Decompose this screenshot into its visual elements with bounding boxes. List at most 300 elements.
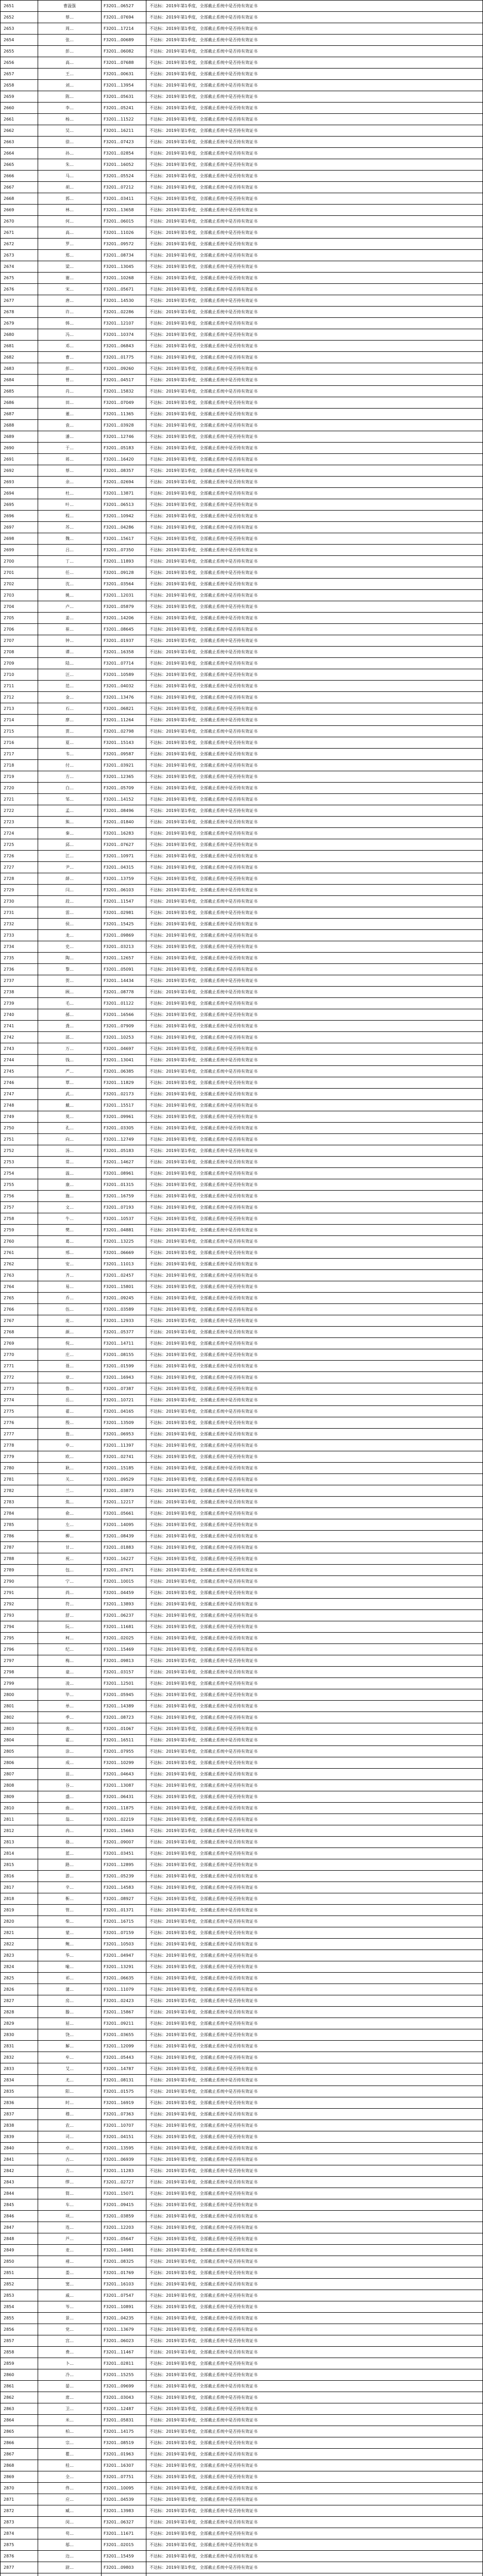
person-name: 曾… xyxy=(38,375,102,386)
certificate-id: F3201…02741 xyxy=(102,1451,146,1463)
person-name: 喻… xyxy=(38,1961,102,1973)
row-number: 2697 xyxy=(1,522,38,533)
person-name: 柳… xyxy=(38,1531,102,1542)
person-name: 严… xyxy=(38,1066,102,1077)
row-number: 2858 xyxy=(1,2347,38,2358)
person-name: 薛… xyxy=(38,873,102,885)
remark-text: 不达标：2019年第1季度，全部截止系统中是否持有效证书 xyxy=(146,1950,483,1961)
table-row xyxy=(1,2063,483,2075)
certificate-id: F3201…04032 xyxy=(102,681,146,692)
certificate-id: F3201…07955 xyxy=(102,1746,146,1757)
person-name: 俞… xyxy=(38,1508,102,1519)
row-number: 2742 xyxy=(1,1032,38,1043)
person-name: 蒙… xyxy=(38,1927,102,1939)
remark-text: 不达标：2019年第1季度，全部截止系统中是否持有效证书 xyxy=(146,2120,483,2131)
table-row xyxy=(1,1474,483,1485)
person-name: 沈… xyxy=(38,579,102,590)
table-row xyxy=(1,1429,483,1440)
person-name: 高… xyxy=(38,227,102,239)
certificate-id: F3201…02173 xyxy=(102,1089,146,1100)
person-name: 艾… xyxy=(38,2063,102,2075)
table-row xyxy=(1,2381,483,2392)
remark-text: 不达标：2019年第1季度，全部截止系统中是否持有效证书 xyxy=(146,397,483,409)
person-name: 谷… xyxy=(38,1780,102,1791)
table-row xyxy=(1,579,483,590)
remark-text: 不达标：2019年第1季度，全部截止系统中是否持有效证书 xyxy=(146,658,483,669)
remark-text: 不达标：2019年第1季度，全部截止系统中是否持有效证书 xyxy=(146,239,483,250)
table-row xyxy=(1,658,483,669)
certificate-id: F3201…09572 xyxy=(102,239,146,250)
certificate-id: F3201…07212 xyxy=(102,182,146,193)
remark-text: 不达标：2019年第1季度，全部截止系统中是否持有效证书 xyxy=(146,409,483,420)
row-number: 2738 xyxy=(1,987,38,998)
row-number: 2754 xyxy=(1,1168,38,1179)
row-number: 2840 xyxy=(1,2143,38,2154)
table-row xyxy=(1,2471,483,2483)
person-name: 易… xyxy=(38,1281,102,1293)
certificate-id: F3201…08325 xyxy=(102,2256,146,2267)
person-name: 郑… xyxy=(38,250,102,261)
remark-text: 不达标：2019年第1季度，全部截止系统中是否持有效证书 xyxy=(146,953,483,964)
remark-text: 不达标：2019年第1季度，全部截止系统中是否持有效证书 xyxy=(146,273,483,284)
certificate-id: F3201…03157 xyxy=(102,1667,146,1678)
row-number: 2832 xyxy=(1,2052,38,2063)
table-row xyxy=(1,137,483,148)
table-row xyxy=(1,1757,483,1769)
person-name: 康… xyxy=(38,1179,102,1191)
remark-text: 不达标：2019年第1季度，全部截止系统中是否持有效证书 xyxy=(146,1247,483,1259)
row-number: 2695 xyxy=(1,499,38,511)
row-number: 2772 xyxy=(1,1372,38,1383)
table-row xyxy=(1,2211,483,2222)
remark-text: 不达标：2019年第1季度，全部截止系统中是否持有效证书 xyxy=(146,1757,483,1769)
row-number: 2664 xyxy=(1,148,38,159)
certificate-id: F3201…06821 xyxy=(102,703,146,715)
certificate-id: F3201…01122 xyxy=(102,998,146,1009)
table-row xyxy=(1,1599,483,1610)
certificate-id: F3201…14206 xyxy=(102,613,146,624)
certificate-id: F3201…05831 xyxy=(102,2415,146,2426)
row-number: 2743 xyxy=(1,1043,38,1055)
person-name: 窦… xyxy=(38,2279,102,2290)
person-name: 吉… xyxy=(38,2165,102,2177)
table-row xyxy=(1,1100,483,1111)
row-number: 2768 xyxy=(1,1327,38,1338)
table-row xyxy=(1,1984,483,1995)
remark-text: 不达标：2019年第1季度，全部截止系统中是否持有效证书 xyxy=(146,1565,483,1576)
remark-text: 不达标：2019年第1季度，全部截止系统中是否持有效证书 xyxy=(146,1293,483,1304)
certificate-id: F3201…03859 xyxy=(102,2211,146,2222)
remark-text: 不达标：2019年第1季度，全部截止系统中是否持有效证书 xyxy=(146,1576,483,1587)
certificate-id: F3201…11013 xyxy=(102,1259,146,1270)
table-row xyxy=(1,1451,483,1463)
person-name: 雷… xyxy=(38,907,102,919)
table-row xyxy=(1,2449,483,2460)
person-name: 马… xyxy=(38,171,102,182)
remark-text: 不达标：2019年第1季度，全部截止系统中是否持有效证书 xyxy=(146,1995,483,2007)
person-name: 李… xyxy=(38,103,102,114)
row-number: 2813 xyxy=(1,1837,38,1848)
remark-text: 不达标：2019年第1季度，全部截止系统中是否持有效证书 xyxy=(146,1859,483,1871)
person-name: 岳… xyxy=(38,1395,102,1406)
row-number: 2829 xyxy=(1,2018,38,2029)
certificate-id: F3201…04459 xyxy=(102,1587,146,1599)
certificate-id: F3201…03873 xyxy=(102,1485,146,1497)
row-number: 2831 xyxy=(1,2041,38,2052)
person-name: 龚… xyxy=(38,1021,102,1032)
person-name: 彭… xyxy=(38,46,102,57)
person-name: 戴… xyxy=(38,1100,102,1111)
remark-text: 不达标：2019年第1季度，全部截止系统中是否持有效证书 xyxy=(146,182,483,193)
certificate-id: F3201…12031 xyxy=(102,590,146,601)
certificate-id: F3201…04165 xyxy=(102,1406,146,1417)
certificate-id: F3201…04643 xyxy=(102,1769,146,1780)
certificate-id: F3201…04315 xyxy=(102,862,146,873)
row-number: 2764 xyxy=(1,1281,38,1293)
row-number: 2719 xyxy=(1,771,38,783)
remark-text: 不达标：2019年第1季度，全部截止系统中是否持有效证书 xyxy=(146,669,483,681)
table-row xyxy=(1,103,483,114)
table-row xyxy=(1,23,483,35)
person-name: 詹… xyxy=(38,1429,102,1440)
certificate-id: F3201…07423 xyxy=(102,137,146,148)
table-row xyxy=(1,1746,483,1757)
person-name: 杨… xyxy=(38,114,102,125)
person-name: 华… xyxy=(38,1950,102,1961)
remark-text: 不达标：2019年第1季度，全部截止系统中是否持有效证书 xyxy=(146,2143,483,2154)
table-row xyxy=(1,1882,483,1893)
person-name: 邹… xyxy=(38,794,102,805)
row-number: 2691 xyxy=(1,454,38,465)
table-row xyxy=(1,2437,483,2449)
certificate-id: F3201…06103 xyxy=(102,885,146,896)
remark-text: 不达标：2019年第1季度，全部截止系统中是否持有效证书 xyxy=(146,35,483,46)
remark-text: 不达标：2019年第1季度，全部截止系统中是否持有效证书 xyxy=(146,1825,483,1837)
person-name: 阳… xyxy=(38,2086,102,2097)
remark-text: 不达标：2019年第1季度，全部截止系统中是否持有效证书 xyxy=(146,556,483,567)
certificate-id: F3201…16566 xyxy=(102,1009,146,1021)
certificate-id: F3201…06385 xyxy=(102,1066,146,1077)
remark-text: 不达标：2019年第1季度，全部截止系统中是否持有效证书 xyxy=(146,1599,483,1610)
certificate-id: F3201…06953 xyxy=(102,1429,146,1440)
certificate-id: F3201…03928 xyxy=(102,420,146,431)
table-row xyxy=(1,2177,483,2188)
row-number: 2779 xyxy=(1,1451,38,1463)
row-number: 2746 xyxy=(1,1077,38,1089)
remark-text: 不达标：2019年第1季度，全部截止系统中是否持有效证书 xyxy=(146,1406,483,1417)
remark-text: 不达标：2019年第1季度，全部截止系统中是否持有效证书 xyxy=(146,601,483,613)
row-number: 2865 xyxy=(1,2426,38,2437)
table-row xyxy=(1,1497,483,1508)
table-row xyxy=(1,1791,483,1803)
person-name: 邢… xyxy=(38,1247,102,1259)
certificate-id: F3201…12217 xyxy=(102,1497,146,1508)
certificate-id: F3201…13679 xyxy=(102,2324,146,2335)
table-row xyxy=(1,205,483,216)
row-number: 2657 xyxy=(1,69,38,80)
person-name: 戚… xyxy=(38,2290,102,2301)
table-row xyxy=(1,1973,483,1984)
certificate-id: F3201…14152 xyxy=(102,794,146,805)
row-number: 2796 xyxy=(1,1644,38,1655)
row-number: 2820 xyxy=(1,1916,38,1927)
remark-text: 不达标：2019年第1季度，全部截止系统中是否持有效证书 xyxy=(146,1610,483,1621)
remark-text: 不达标：2019年第1季度，全部截止系统中是否持有效证书 xyxy=(146,1043,483,1055)
remark-text: 不达标：2019年第1季度，全部截止系统中是否持有效证书 xyxy=(146,783,483,794)
person-name: 蓝… xyxy=(38,1848,102,1859)
row-number: 2659 xyxy=(1,91,38,103)
certificate-id: F3201…08645 xyxy=(102,624,146,635)
certificate-id: F3201…05945 xyxy=(102,1689,146,1701)
certificate-id: F3201…13509 xyxy=(102,1417,146,1429)
row-number: 2721 xyxy=(1,794,38,805)
person-name: 倪… xyxy=(38,1338,102,1349)
person-name: 汤… xyxy=(38,1145,102,1157)
certificate-id: F3201…12501 xyxy=(102,1678,146,1689)
row-number: 2736 xyxy=(1,964,38,975)
row-number: 2821 xyxy=(1,1927,38,1939)
remark-text: 不达标：2019年第1季度，全部截止系统中是否持有效证书 xyxy=(146,817,483,828)
row-number: 2751 xyxy=(1,1134,38,1145)
table-row xyxy=(1,1814,483,1825)
certificate-id: F3201…05239 xyxy=(102,1871,146,1882)
certificate-id: F3201…09699 xyxy=(102,2381,146,2392)
table-row xyxy=(1,613,483,624)
person-name: 温… xyxy=(38,1168,102,1179)
row-number: 2850 xyxy=(1,2256,38,2267)
certificate-id: F3201…15801 xyxy=(102,1281,146,1293)
row-number: 2678 xyxy=(1,307,38,318)
row-number: 2862 xyxy=(1,2392,38,2403)
remark-text: 不达标：2019年第1季度，全部截止系统中是否持有效证书 xyxy=(146,2097,483,2109)
certificate-id: F3201…10891 xyxy=(102,2301,146,2313)
row-number: 2861 xyxy=(1,2381,38,2392)
certificate-id: F3201…07350 xyxy=(102,545,146,556)
certificate-id: F3201…02811 xyxy=(102,2358,146,2369)
remark-text: 不达标：2019年第1季度，全部截止系统中是否持有效证书 xyxy=(146,1179,483,1191)
person-name: 佟… xyxy=(38,2483,102,2494)
person-name: 祝… xyxy=(38,1553,102,1565)
row-number: 2694 xyxy=(1,488,38,499)
person-name: 尹… xyxy=(38,862,102,873)
certificate-id: F3201…15185 xyxy=(102,1463,146,1474)
certificate-id: F3201…02025 xyxy=(102,1633,146,1644)
table-row xyxy=(1,941,483,953)
certificate-id: F3201…05879 xyxy=(102,601,146,613)
remark-text: 不达标：2019年第1季度，全部截止系统中是否持有效证书 xyxy=(146,2539,483,2551)
remark-text: 不达标：2019年第1季度，全部截止系统中是否持有效证书 xyxy=(146,1281,483,1293)
certificate-id: F3201…07627 xyxy=(102,839,146,851)
row-number: 2687 xyxy=(1,409,38,420)
certificate-id: F3201…05661 xyxy=(102,1508,146,1519)
person-name: 褚… xyxy=(38,2256,102,2267)
certificate-id: F3201…16211 xyxy=(102,125,146,137)
person-name: 娄… xyxy=(38,2267,102,2279)
certificate-id: F3201…01067 xyxy=(102,1723,146,1735)
row-number: 2715 xyxy=(1,726,38,737)
row-number: 2765 xyxy=(1,1293,38,1304)
remark-text: 不达标：2019年第1季度，全部截止系统中是否持有效证书 xyxy=(146,227,483,239)
person-name: 蔡… xyxy=(38,12,102,23)
row-number: 2757 xyxy=(1,1202,38,1213)
remark-text: 不达标：2019年第1季度，全部截止系统中是否持有效证书 xyxy=(146,1304,483,1315)
row-number: 2686 xyxy=(1,397,38,409)
person-name: 施… xyxy=(38,1191,102,1202)
remark-text: 不达标：2019年第1季度，全部截止系统中是否持有效证书 xyxy=(146,2211,483,2222)
person-name: 汪… xyxy=(38,669,102,681)
remark-text: 不达标：2019年第1季度，全部截止系统中是否持有效证书 xyxy=(146,488,483,499)
person-name: 殷… xyxy=(38,1417,102,1429)
table-row xyxy=(1,57,483,69)
remark-text: 不达标：2019年第1季度，全部截止系统中是否持有效证书 xyxy=(146,57,483,69)
row-number: 2823 xyxy=(1,1950,38,1961)
row-number: 2705 xyxy=(1,613,38,624)
table-row xyxy=(1,1179,483,1191)
remark-text: 不达标：2019年第1季度，全部截止系统中是否持有效证书 xyxy=(146,1157,483,1168)
remark-text: 不达标：2019年第1季度，全部截止系统中是否持有效证书 xyxy=(146,1236,483,1247)
row-number: 2668 xyxy=(1,193,38,205)
remark-text: 不达标：2019年第1季度，全部截止系统中是否持有效证书 xyxy=(146,1213,483,1225)
table-row xyxy=(1,2052,483,2063)
certificate-id: F3201…10268 xyxy=(102,273,146,284)
row-number: 2709 xyxy=(1,658,38,669)
certificate-id: F3201…03213 xyxy=(102,941,146,953)
certificate-id: F3201…02798 xyxy=(102,726,146,737)
row-number: 2801 xyxy=(1,1701,38,1712)
certificate-id: F3201…09961 xyxy=(102,1111,146,1123)
table-row xyxy=(1,737,483,749)
row-number: 2777 xyxy=(1,1429,38,1440)
person-name: 武… xyxy=(38,1089,102,1100)
row-number: 2722 xyxy=(1,805,38,817)
row-number: 2689 xyxy=(1,431,38,443)
row-number: 2789 xyxy=(1,1565,38,1576)
row-number: 2828 xyxy=(1,2007,38,2018)
table-row xyxy=(1,556,483,567)
person-name: 牟… xyxy=(38,2052,102,2063)
certificate-id: F3201…03564 xyxy=(102,579,146,590)
table-row xyxy=(1,794,483,805)
row-number: 2677 xyxy=(1,295,38,307)
row-number: 2758 xyxy=(1,1213,38,1225)
person-name: 龙… xyxy=(38,930,102,941)
certificate-id: F3201…08439 xyxy=(102,1531,146,1542)
certificate-id: F3201…13476 xyxy=(102,692,146,703)
certificate-id: F3201…06327 xyxy=(102,2517,146,2528)
row-number: 2827 xyxy=(1,1995,38,2007)
remark-text: 不达标：2019年第1季度，全部截止系统中是否持有效证书 xyxy=(146,1361,483,1372)
person-name: 邱… xyxy=(38,839,102,851)
row-number: 2872 xyxy=(1,2505,38,2517)
remark-text: 不达标：2019年第1季度，全部截止系统中是否持有效证书 xyxy=(146,2483,483,2494)
row-number: 2750 xyxy=(1,1123,38,1134)
remark-text: 不达标：2019年第1季度，全部截止系统中是否持有效证书 xyxy=(146,737,483,749)
row-number: 2673 xyxy=(1,250,38,261)
remark-text: 不达标：2019年第1季度，全部截止系统中是否持有效证书 xyxy=(146,1100,483,1111)
certificate-id: F3201…05709 xyxy=(102,783,146,794)
remark-text: 不达标：2019年第1季度，全部截止系统中是否持有效证书 xyxy=(146,1383,483,1395)
row-number: 2732 xyxy=(1,919,38,930)
row-number: 2748 xyxy=(1,1100,38,1111)
table-row xyxy=(1,2505,483,2517)
certificate-id: F3201…03451 xyxy=(102,1848,146,1859)
certificate-id: F3201…04151 xyxy=(102,2131,146,2143)
certificate-id: F3201…15617 xyxy=(102,533,146,545)
remark-text: 不达标：2019年第1季度，全部截止系统中是否持有效证书 xyxy=(146,2369,483,2381)
certificate-id: F3201…06843 xyxy=(102,341,146,352)
person-name: 顾… xyxy=(38,987,102,998)
person-name: 闵… xyxy=(38,2517,102,2528)
remark-text: 不达标：2019年第1季度，全部截止系统中是否持有效证书 xyxy=(146,1701,483,1712)
person-name: 胡… xyxy=(38,182,102,193)
table-row xyxy=(1,805,483,817)
row-number: 2819 xyxy=(1,1905,38,1916)
remark-text: 不达标：2019年第1季度，全部截止系统中是否持有效证书 xyxy=(146,851,483,862)
person-name: 杜… xyxy=(38,488,102,499)
person-name: 左… xyxy=(38,1519,102,1531)
remark-text: 不达标：2019年第1季度，全部截止系统中是否持有效证书 xyxy=(146,2324,483,2335)
row-number: 2857 xyxy=(1,2335,38,2347)
remark-text: 不达标：2019年第1季度，全部截止系统中是否持有效证书 xyxy=(146,2222,483,2233)
person-name: 章… xyxy=(38,1372,102,1383)
certificate-id: F3201…11875 xyxy=(102,1803,146,1814)
person-name: 柏… xyxy=(38,2426,102,2437)
certificate-id: F3201…11467 xyxy=(102,2347,146,2358)
certificate-id: F3201…06939 xyxy=(102,2154,146,2165)
row-number: 2720 xyxy=(1,783,38,794)
certificate-id: F3201…06635 xyxy=(102,1973,146,1984)
person-name: 路… xyxy=(38,1859,102,1871)
table-row xyxy=(1,35,483,46)
row-number: 2752 xyxy=(1,1145,38,1157)
table-row xyxy=(1,46,483,57)
row-number: 2834 xyxy=(1,2075,38,2086)
row-number: 2863 xyxy=(1,2403,38,2415)
certificate-id: F3201…06023 xyxy=(102,2335,146,2347)
table-row xyxy=(1,1417,483,1429)
row-number: 2781 xyxy=(1,1474,38,1485)
remark-text: 不达标：2019年第1季度，全部截止系统中是否持有效证书 xyxy=(146,885,483,896)
remark-text: 不达标：2019年第1季度，全部截止系统中是否持有效证书 xyxy=(146,1338,483,1349)
certificate-id: F3201…12099 xyxy=(102,2041,146,2052)
person-name: 陆… xyxy=(38,658,102,669)
remark-text: 不达标：2019年第1季度，全部截止系统中是否持有效证书 xyxy=(146,1497,483,1508)
table-row xyxy=(1,1021,483,1032)
person-name: 应… xyxy=(38,2494,102,2505)
certificate-id: F3201…12107 xyxy=(102,318,146,329)
table-row xyxy=(1,1043,483,1055)
person-name: 邓… xyxy=(38,341,102,352)
remark-text: 不达标：2019年第1季度，全部截止系统中是否持有效证书 xyxy=(146,12,483,23)
table-row xyxy=(1,2154,483,2165)
row-number: 2685 xyxy=(1,386,38,397)
person-name: 吕… xyxy=(38,545,102,556)
row-number: 2839 xyxy=(1,2131,38,2143)
table-row xyxy=(1,341,483,352)
remark-text: 不达标：2019年第1季度，全部截止系统中是否持有效证书 xyxy=(146,1508,483,1519)
remark-text: 不达标：2019年第1季度，全部截止系统中是否持有效证书 xyxy=(146,522,483,533)
remark-text: 不达标：2019年第1季度，全部截止系统中是否持有效证书 xyxy=(146,794,483,805)
table-row xyxy=(1,1372,483,1383)
row-number: 2692 xyxy=(1,465,38,477)
row-number: 2684 xyxy=(1,375,38,386)
row-number: 2817 xyxy=(1,1882,38,1893)
person-name: 童… xyxy=(38,1667,102,1678)
row-number: 2808 xyxy=(1,1780,38,1791)
row-number: 2728 xyxy=(1,873,38,885)
certificate-id: F3201…11547 xyxy=(102,896,146,907)
row-number: 2741 xyxy=(1,1021,38,1032)
